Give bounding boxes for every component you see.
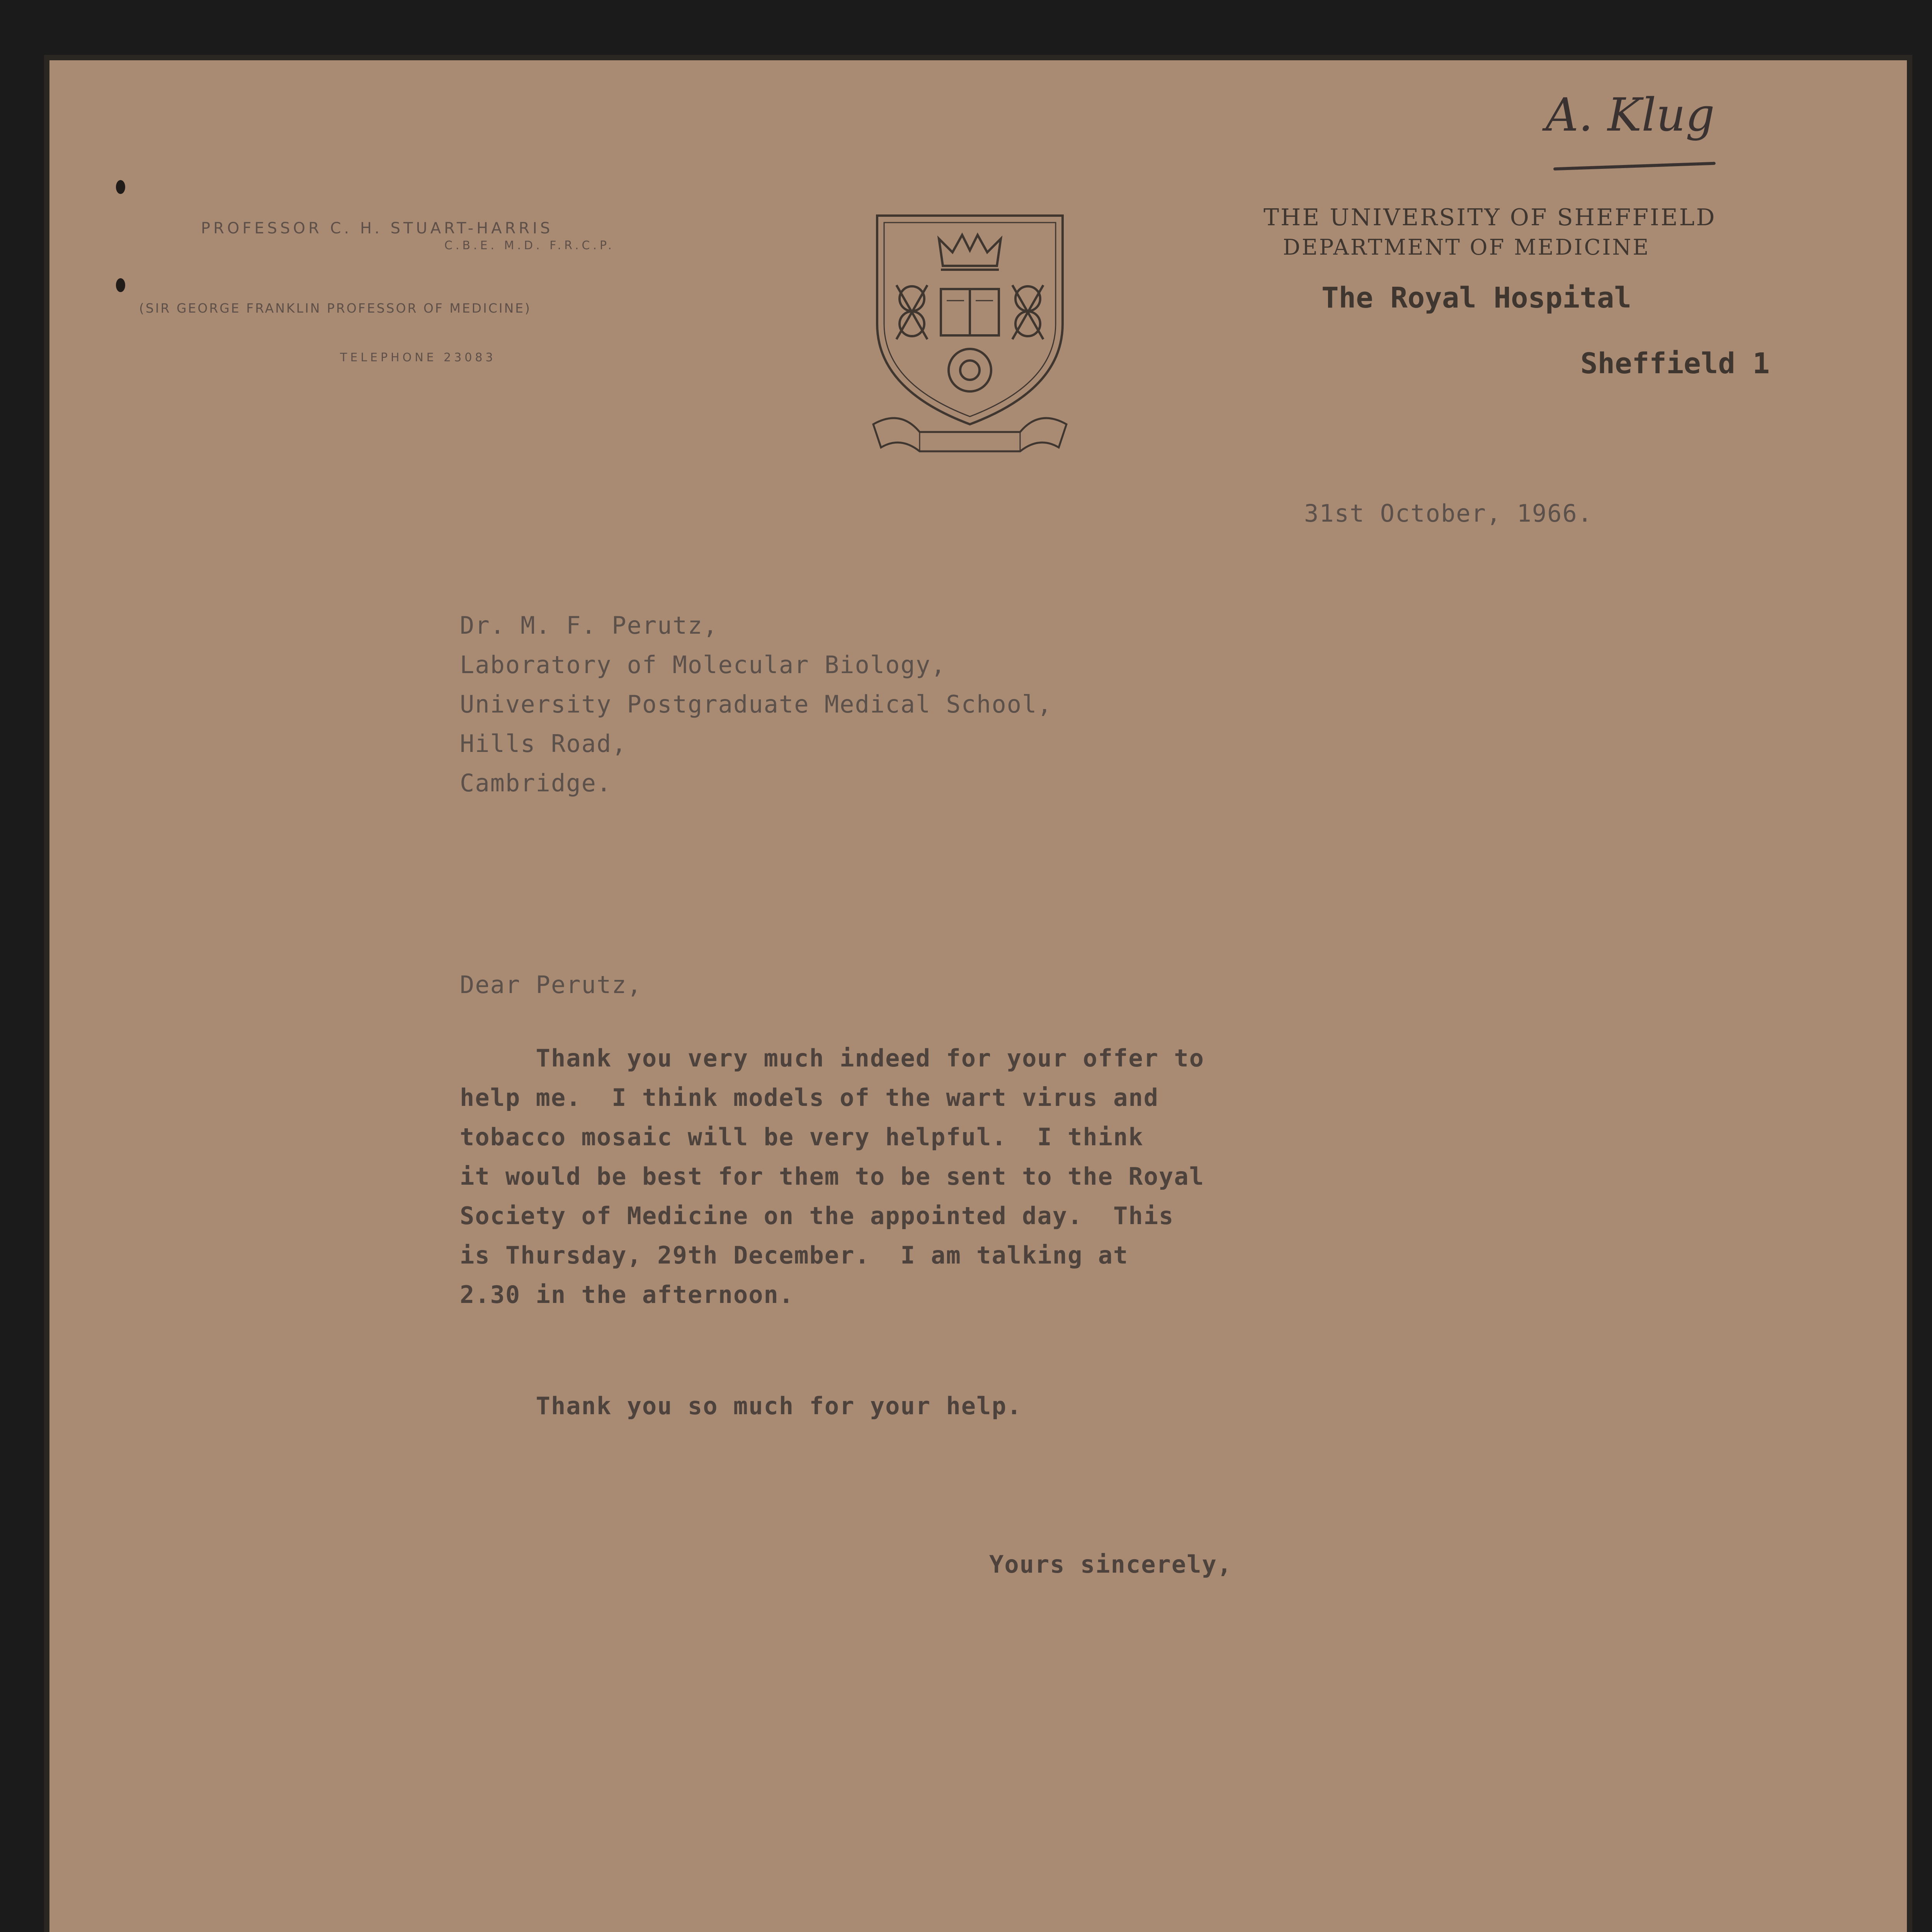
body-line: is Thursday, 29th December. I am talking at bbox=[460, 1241, 1129, 1269]
closing: Yours sincerely, bbox=[989, 1550, 1233, 1578]
letter-date: 31st October, 1966. bbox=[1304, 499, 1593, 527]
handwritten-annotation bbox=[1546, 88, 1715, 141]
body-line: Society of Medicine on the appointed day. This bbox=[460, 1202, 1174, 1230]
recipient-address bbox=[460, 606, 1053, 803]
university-shield-crest-icon bbox=[869, 208, 1070, 459]
hospital-city: Sheffield 1 bbox=[1580, 347, 1770, 380]
body-line: help me. I think models of the wart virus and bbox=[460, 1083, 1159, 1112]
body-line: it would be best for them to be sent to the Royal bbox=[460, 1162, 1205, 1190]
body-line: Thank you very much indeed for your offer to bbox=[460, 1044, 1205, 1072]
professor-name: PROFESSOR C. H. STUART-HARRIS bbox=[201, 219, 553, 237]
handwritten-name: A. Klug bbox=[1546, 88, 1715, 141]
recipient-line: Hills Road, bbox=[460, 730, 627, 758]
recipient-line: Dr. M. F. Perutz, bbox=[460, 611, 718, 639]
professor-degrees: C.B.E. M.D. F.R.C.P. bbox=[444, 239, 615, 252]
recipient-line: University Postgraduate Medical School, bbox=[460, 690, 1053, 718]
recipient-line: Laboratory of Molecular Biology, bbox=[460, 651, 946, 679]
body-paragraph bbox=[460, 1039, 1204, 1315]
body-line: tobacco mosaic will be very helpful. I think bbox=[460, 1123, 1144, 1151]
university-name: THE UNIVERSITY OF SHEFFIELD bbox=[1264, 204, 1716, 231]
telephone: TELEPHONE 23083 bbox=[340, 351, 496, 364]
hospital-name: The Royal Hospital bbox=[1321, 281, 1631, 315]
body-paragraph-thanks: Thank you so much for your help. bbox=[460, 1392, 1022, 1420]
recipient-line: Cambridge. bbox=[460, 769, 612, 797]
handwritten-underline bbox=[1553, 162, 1716, 171]
body-line: 2.30 in the afternoon. bbox=[460, 1281, 794, 1309]
salutation: Dear Perutz, bbox=[460, 971, 642, 999]
punch-hole bbox=[116, 278, 125, 292]
letter-sheet bbox=[44, 55, 1912, 1932]
department-name: DEPARTMENT OF MEDICINE bbox=[1283, 235, 1650, 260]
punch-hole bbox=[116, 180, 125, 194]
professor-chair: (SIR GEORGE FRANKLIN PROFESSOR OF MEDICINE) bbox=[139, 301, 531, 316]
